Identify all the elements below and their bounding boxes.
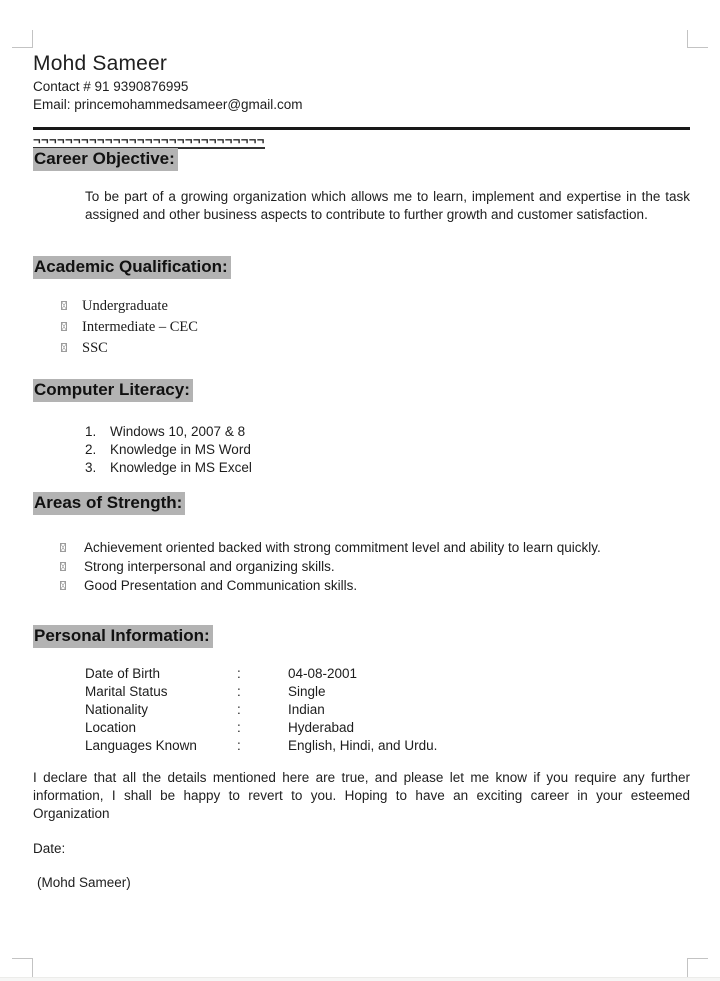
missing-glyph-bullet-icon [61,301,67,310]
row-label: Marital Status [85,684,168,699]
list-item [61,338,198,359]
row-label: Date of Birth [85,666,161,681]
row-separator: : [237,666,241,681]
list-item-label: Strong interpersonal and organizing skills. [84,559,335,574]
list-number: 2. [85,442,97,457]
signature-name: (Mohd Sameer) [37,875,131,890]
list-item-label: Good Presentation and Communication skills. [84,578,358,593]
missing-glyph-bullet-icon [60,581,66,590]
section-heading-academic-qualification: Academic Qualification: [33,256,231,279]
row-separator: : [237,702,241,717]
contact-email-line: Email: princemohammedsameer@gmail.com [33,97,303,112]
header-divider-rule [33,127,690,130]
page-content [33,0,690,981]
section-heading-personal-information: Personal Information: [33,625,213,648]
corner-mark-bottom-left [12,958,33,977]
areas-of-strength-list [60,538,601,595]
table-row [85,719,437,737]
row-label: Languages Known [85,738,197,753]
list-item-label: Achievement oriented backed with strong commitment level and ability to learn quickly. [84,540,601,555]
corner-mark-bottom-right [687,958,708,977]
corner-mark-top-right [687,30,708,48]
list-item-label: Knowledge in MS Excel [110,460,252,475]
personal-information-table [85,665,437,755]
missing-glyph-bullet-icon [60,543,66,552]
missing-glyph-bullet-icon [61,322,67,331]
list-item [85,441,252,459]
row-label: Location [85,720,137,735]
computer-literacy-list [85,423,252,477]
table-row [85,665,437,683]
table-row [85,737,437,755]
table-row [85,701,437,719]
row-separator: : [237,738,241,753]
declaration-paragraph: I declare that all the details mentioned here are true, and please let me know if you require any further information, I shall be happy to revert to you. Hoping to have an exciting career in your esteemed Organization [33,770,690,821]
list-item [60,557,601,576]
section-heading-career-objective: Career Objective: [33,148,178,171]
section-heading-computer-literacy: Computer Literacy: [33,379,193,402]
document-title-name: Mohd Sameer [33,52,168,75]
list-item-label: SSC [82,340,108,356]
list-item [61,296,198,317]
list-item [85,423,252,441]
list-item [85,459,252,477]
list-item-label: Undergraduate [82,298,168,314]
list-number: 1. [85,424,97,439]
missing-glyph-bullet-icon [60,562,66,571]
date-label: Date: [33,841,66,856]
academic-qualification-list [61,296,198,359]
list-item-label: Knowledge in MS Word [110,442,251,457]
list-item [60,576,601,595]
row-value: English, Hindi, and Urdu. [288,738,438,753]
list-item-label: Windows 10, 2007 & 8 [110,424,246,439]
list-item [60,538,601,557]
row-value: 04-08-2001 [288,666,358,681]
career-objective-paragraph: To be part of a growing organization which allows me to learn, implement and expertise in the task assigned and other business aspects to contribute to further growth and customer satisfaction. [85,189,690,222]
section-heading-areas-of-strength: Areas of Strength: [33,492,185,515]
row-value: Indian [288,702,325,717]
row-label: Nationality [85,702,149,717]
corner-mark-top-left [12,30,33,48]
missing-glyph-bullet-icon [61,343,67,352]
tilde-decoration-line: ¬¬¬¬¬¬¬¬¬¬¬¬¬¬¬¬¬¬¬¬¬¬¬¬¬¬¬¬¬ [33,132,265,147]
row-separator: : [237,684,241,699]
list-item [61,317,198,338]
list-number: 3. [85,460,97,475]
list-item-label: Intermediate – CEC [82,319,198,335]
row-value: Hyderabad [288,720,355,735]
row-value: Single [288,684,326,699]
table-row [85,683,437,701]
row-separator: : [237,720,241,735]
contact-phone-line: Contact # 91 9390876995 [33,79,189,94]
